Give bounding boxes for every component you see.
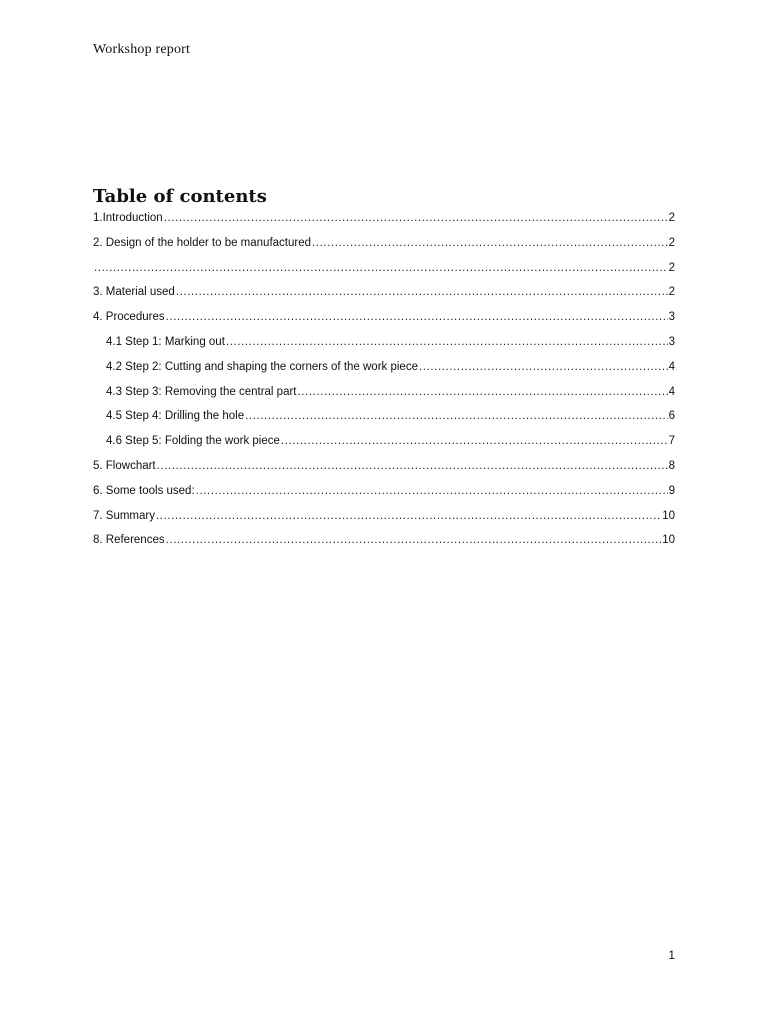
toc-entry-label: 4.3 Step 3: Removing the central part xyxy=(106,385,297,398)
dot-leader xyxy=(156,510,661,522)
dot-leader xyxy=(281,435,668,447)
toc-entry-page: 7 xyxy=(668,435,675,448)
toc-entry-label: 4.5 Step 4: Drilling the hole xyxy=(106,410,245,423)
toc-entry-label: 6. Some tools used: xyxy=(93,484,195,497)
dot-leader xyxy=(245,410,668,422)
toc-entry-label: 4.2 Step 2: Cutting and shaping the corners of the work piece xyxy=(106,360,418,373)
toc-entry-label: 4.1 Step 1: Marking out xyxy=(106,335,225,348)
page-number: 1 xyxy=(668,948,675,962)
dot-leader xyxy=(226,336,668,348)
toc-entry-blank[interactable] xyxy=(93,262,675,287)
toc-entry-page: 6 xyxy=(668,410,675,423)
toc-entry-page: 2 xyxy=(668,212,675,224)
toc-entry-step-1[interactable] xyxy=(93,336,675,361)
toc-entry-summary[interactable] xyxy=(93,510,675,535)
toc-entry-page: 3 xyxy=(668,311,675,324)
toc-entry-page: 2 xyxy=(668,236,675,249)
toc-entry-page: 8 xyxy=(668,459,675,472)
toc-entry-page: 4 xyxy=(668,385,675,398)
toc-entry-page: 9 xyxy=(668,484,675,497)
toc-entry-procedures[interactable] xyxy=(93,311,675,336)
toc-entry-references[interactable] xyxy=(93,534,675,559)
toc-entry-step-4[interactable] xyxy=(93,410,675,435)
toc-title: Table of contents xyxy=(93,186,267,207)
toc-entry-flowchart[interactable] xyxy=(93,460,675,485)
toc-entry-label: 3. Material used xyxy=(93,286,175,299)
table-of-contents xyxy=(93,212,675,559)
toc-entry-label: 5. Flowchart xyxy=(93,459,156,472)
toc-entry-label: 7. Summary xyxy=(93,509,155,522)
toc-entry-page: 3 xyxy=(668,335,675,348)
toc-entry-step-2[interactable] xyxy=(93,361,675,386)
dot-leader xyxy=(176,286,668,298)
toc-entry-label: 8. References xyxy=(93,534,165,547)
toc-entry-label: 4. Procedures xyxy=(93,311,165,324)
toc-entry-design[interactable] xyxy=(93,237,675,262)
toc-entry-page: 10 xyxy=(662,509,675,522)
dot-leader xyxy=(196,485,668,497)
toc-entry-page: 4 xyxy=(668,360,675,373)
toc-entry-page: 2 xyxy=(668,261,675,274)
dot-leader xyxy=(166,311,668,323)
dot-leader xyxy=(94,262,668,274)
toc-entry-page: 10 xyxy=(662,534,675,547)
dot-leader xyxy=(157,460,668,472)
dot-leader xyxy=(166,534,662,546)
dot-leader xyxy=(419,361,668,373)
running-header: Workshop report xyxy=(93,42,191,57)
toc-entry-step-3[interactable] xyxy=(93,386,675,411)
toc-entry-label: 2. Design of the holder to be manufactured xyxy=(93,236,312,249)
dot-leader xyxy=(312,237,668,249)
dot-leader xyxy=(298,386,668,398)
dot-leader xyxy=(164,212,668,224)
toc-entry-introduction[interactable] xyxy=(93,212,675,237)
toc-entry-step-5[interactable] xyxy=(93,435,675,460)
toc-entry-material-used[interactable] xyxy=(93,286,675,311)
toc-entry-label: 4.6 Step 5: Folding the work piece xyxy=(106,435,280,448)
toc-entry-tools-used[interactable] xyxy=(93,485,675,510)
toc-entry-label: 1.Introduction xyxy=(93,212,163,224)
toc-entry-page: 2 xyxy=(668,286,675,299)
